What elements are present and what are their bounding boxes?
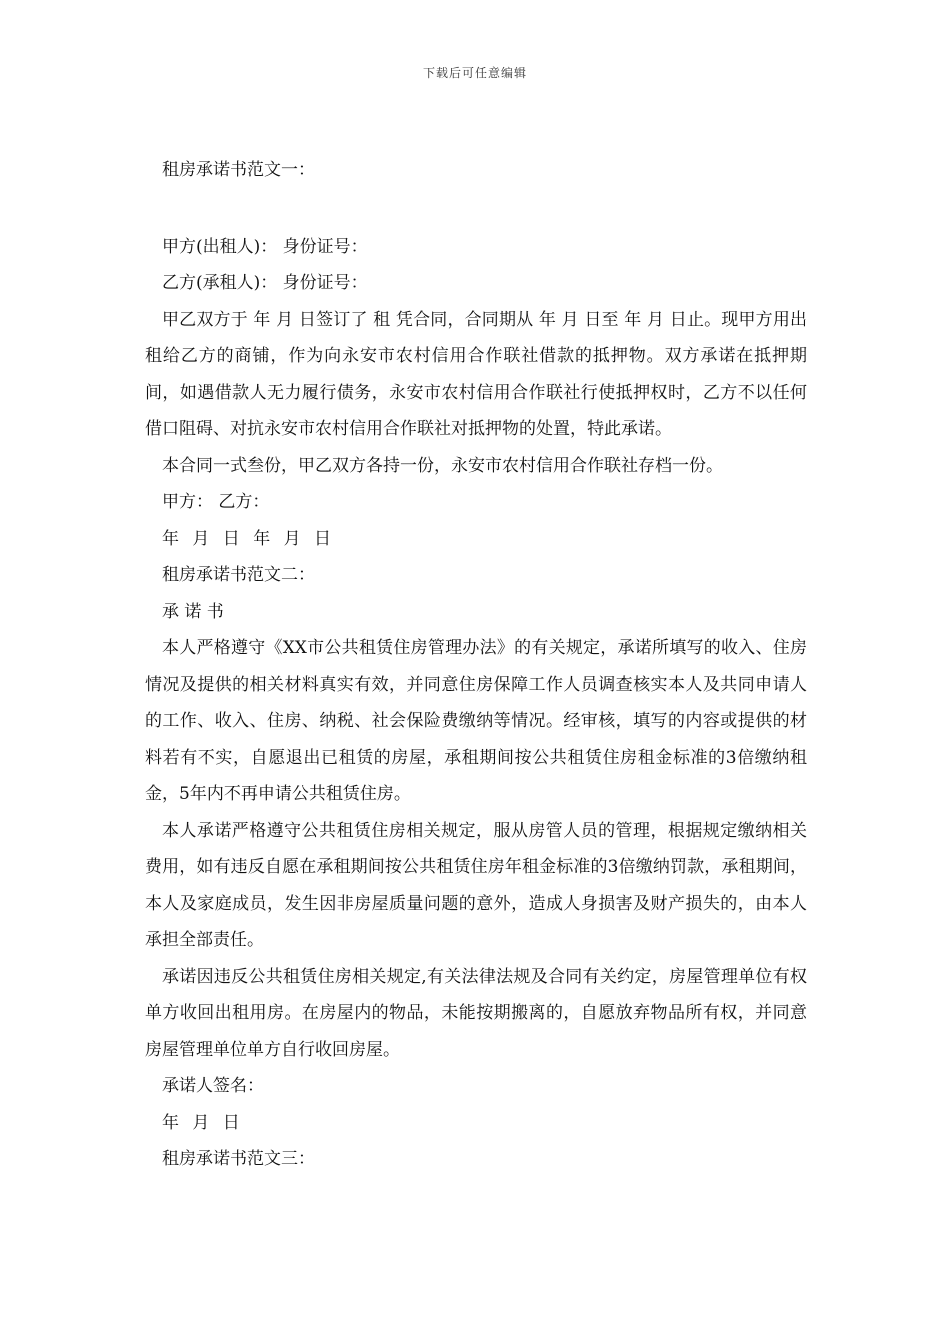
document-body (145, 152, 807, 1178)
party-a-line: 甲方(出租人)： 身份证号： (162, 236, 368, 257)
spacer (145, 189, 807, 229)
section2-paragraph-3: 承诺因违反公共租赁住房相关规定,有关法律法规及合同有关约定，房屋管理单位有权单方收回出租用房。在房屋内的物品，未能按期搬离的，自愿放弃物品所有权，并同意房屋管理单位单方自行收回房屋。 (145, 966, 807, 1060)
page-header-note: 下载后可任意编辑 (422, 66, 527, 80)
signer-date-line: 年 月 日 (162, 1112, 244, 1133)
section3-title: 租房承诺书范文三： (162, 1149, 315, 1169)
signer-line: 承诺人签名： (162, 1076, 264, 1096)
dates-line: 年 月 日 年 月 日 (162, 528, 336, 549)
section2-paragraph-2: 本人承诺严格遵守公共租赁住房相关规定，服从房管人员的管理，根据规定缴纳相关费用，如有违反自愿在承租期间按公共租赁住房年租金标准的3倍缴纳罚款，承租期间，本人及家庭成员，发生因非房屋质量问题的意外，造成人身损害及财产损失的，由本人承担全部责任。 (145, 820, 807, 950)
section2-title: 租房承诺书范文二： (162, 565, 315, 585)
copies-paragraph: 本合同一式叁份，甲乙双方各持一份，永安市农村信用合作联社存档一份。 (162, 455, 723, 476)
party-b-line: 乙方(承租人)： 身份证号： (162, 273, 368, 293)
section2-paragraph-1: 本人严格遵守《XX市公共租赁住房管理办法》的有关规定，承诺所填写的收入、住房情况及提供的相关材料真实有效，并同意住房保障工作人员调查核实本人及共同申请人的工作、收入、住房、纳税、社会保险费缴纳等情况。经审核，填写的内容或提供的材料若有不实，自愿退出已租赁的房屋，承租期间按公共租赁住房租金标准的3倍缴纳租金，5年内不再申请公共租赁住房。 (145, 638, 807, 804)
section2-heading: 承 诺 书 (162, 601, 224, 622)
section1-body-paragraph: 甲乙双方于 年 月 日签订了 租 凭合同，合同期从 年 月 日至 年 月 日止。现甲方用出租给乙方的商铺，作为向永安市农村信用合作联社借款的抵押物。双方承诺在抵押期间，如遇借款人无力履行债务，永安市农村信用合作联社行使抵押权时，乙方不以任何借口阻碍、对抗永安市农村信用合作联社对抵押物的处置，特此承诺。 (145, 309, 807, 439)
signatures-line: 甲方： 乙方： (162, 492, 270, 512)
section1-title: 租房承诺书范文一： (162, 160, 315, 180)
